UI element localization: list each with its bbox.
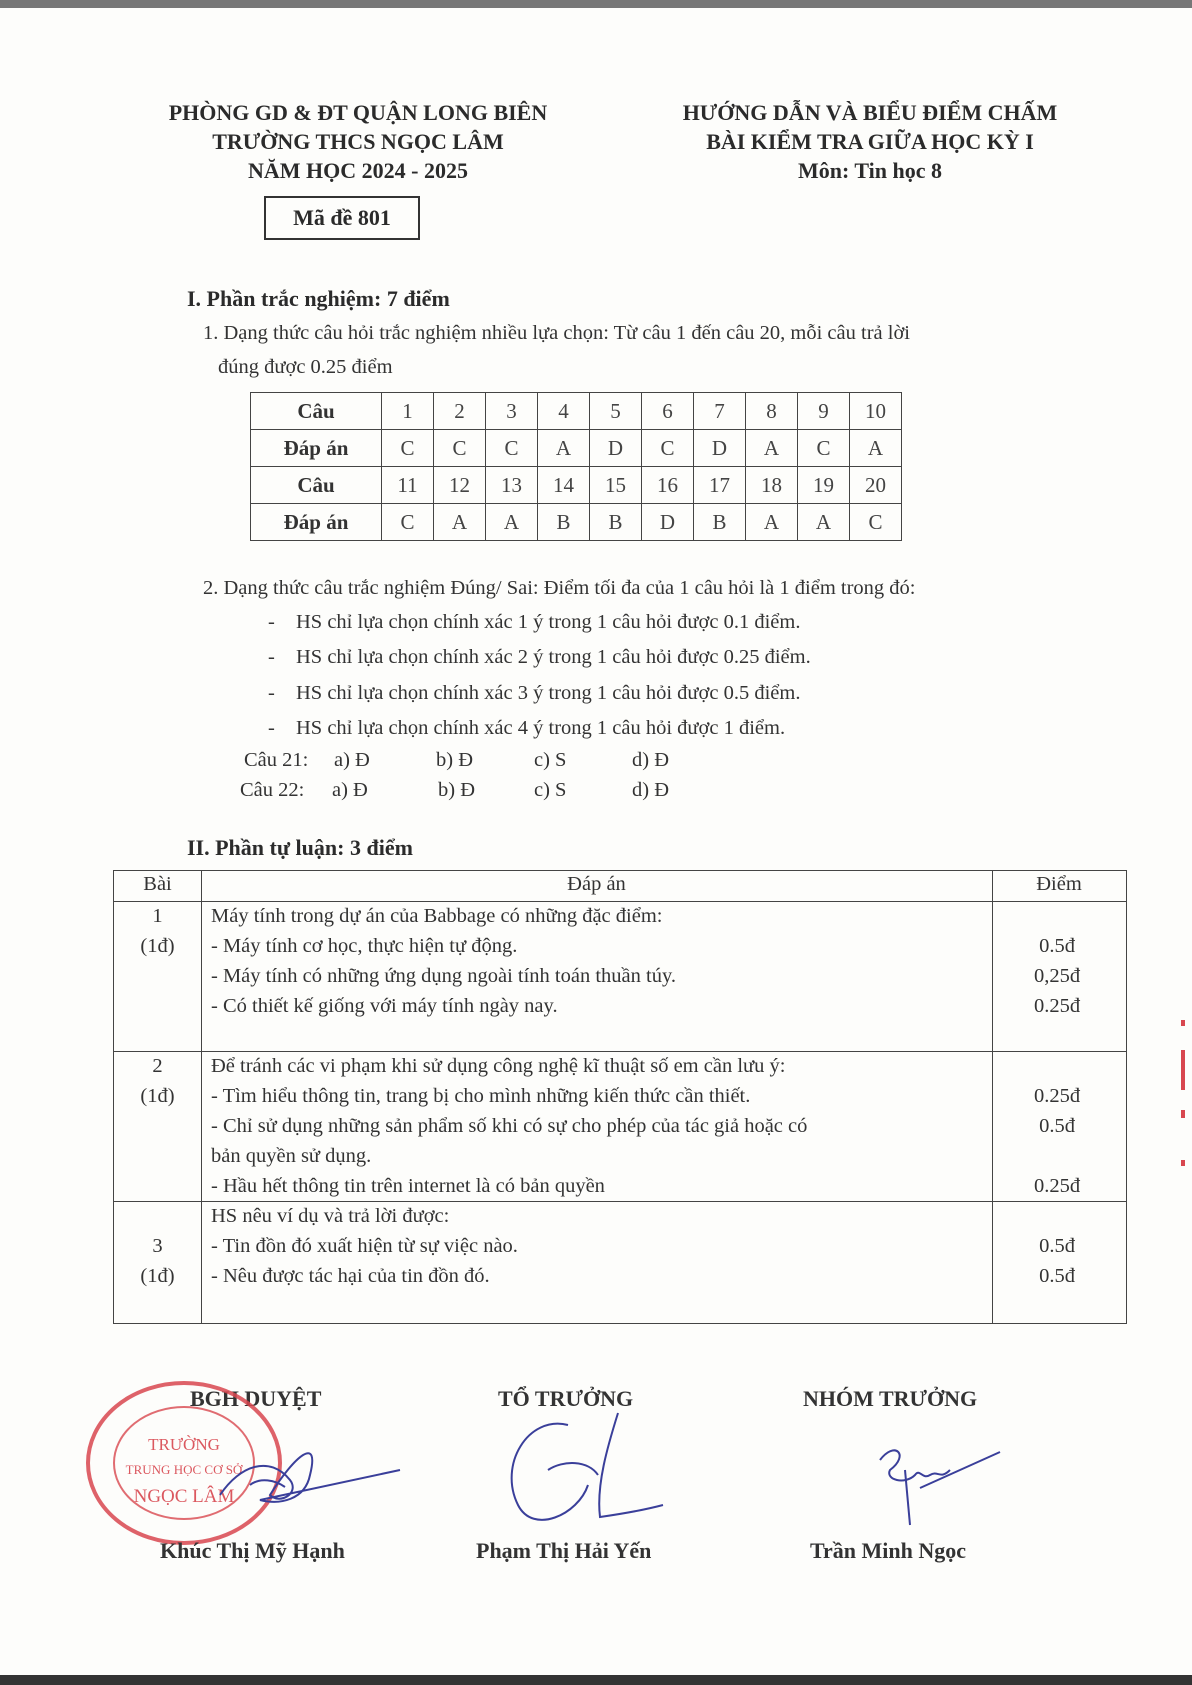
score: 0.25đ bbox=[1033, 1175, 1081, 1197]
answer-label: Đáp án bbox=[251, 430, 382, 467]
answer-a: a) Đ bbox=[332, 779, 368, 801]
school-year: NĂM HỌC 2024 - 2025 bbox=[248, 158, 468, 183]
signature-principal bbox=[200, 1425, 420, 1525]
question-points: (1đ) bbox=[140, 1265, 175, 1287]
question-points: (1đ) bbox=[140, 1085, 175, 1107]
signature-group-leader bbox=[860, 1430, 1010, 1530]
svg-text:NGỌC LÂM: NGỌC LÂM bbox=[133, 1486, 235, 1507]
question-number: 2 bbox=[434, 393, 486, 430]
question-ref: Câu 21: bbox=[244, 749, 309, 771]
answer-cell: D bbox=[590, 430, 642, 467]
question-number: 13 bbox=[486, 467, 538, 504]
score-column bbox=[992, 1055, 1126, 1195]
question-number: 15 bbox=[590, 467, 642, 504]
question-number: 10 bbox=[850, 393, 902, 430]
answer-cell: C bbox=[382, 504, 434, 541]
score: 0.5đ bbox=[1039, 1265, 1075, 1287]
scan-bottom-edge bbox=[0, 1675, 1192, 1685]
true-false-rule: - HS chỉ lựa chọn chính xác 3 ý trong 1 câu hỏi được 0.5 điểm. bbox=[268, 682, 801, 704]
answer-cell: C bbox=[382, 430, 434, 467]
question-number: 20 bbox=[850, 467, 902, 504]
question-points: (1đ) bbox=[140, 935, 175, 957]
answer-d: d) Đ bbox=[632, 779, 670, 801]
signature-title-department-head: TỔ TRƯỞNG bbox=[498, 1386, 634, 1411]
subject-name: Môn: Tin học 8 bbox=[797, 158, 943, 183]
question-label: Câu bbox=[251, 467, 382, 504]
answer-a: a) Đ bbox=[334, 749, 370, 771]
svg-text:TRUNG HỌC CƠ SỞ: TRUNG HỌC CƠ SỞ bbox=[125, 1462, 243, 1477]
table-row bbox=[251, 430, 902, 467]
header-bai: Bài bbox=[143, 873, 172, 895]
score: 0.5đ bbox=[1039, 1235, 1075, 1257]
answer-cell: A bbox=[850, 430, 902, 467]
department-name: PHÒNG GD & ĐT QUẬN LONG BIÊN bbox=[168, 100, 548, 125]
true-false-rule: - HS chỉ lựa chọn chính xác 1 ý trong 1 câu hỏi được 0.1 điểm. bbox=[268, 611, 801, 633]
svg-text:TRƯỜNG: TRƯỜNG bbox=[148, 1435, 220, 1454]
header-left bbox=[128, 98, 588, 185]
score: 0,25đ bbox=[1033, 965, 1081, 987]
row-divider bbox=[114, 1201, 1126, 1202]
row-divider bbox=[114, 1051, 1126, 1052]
question-number: 1 bbox=[152, 905, 163, 927]
part1-intro-line2: đúng được 0.25 điểm bbox=[218, 356, 393, 378]
question-number: 14 bbox=[538, 467, 590, 504]
part2-title: II. Phần tự luận: 3 điểm bbox=[187, 835, 413, 860]
answer-b: b) Đ bbox=[438, 779, 476, 801]
question-number: 19 bbox=[798, 467, 850, 504]
answer-cell: C bbox=[850, 504, 902, 541]
question-number: 16 bbox=[642, 467, 694, 504]
score: 0.25đ bbox=[1033, 1085, 1081, 1107]
exam-code-box: Mã đề 801 bbox=[264, 196, 420, 240]
answer-cell: D bbox=[694, 430, 746, 467]
answer-c: c) S bbox=[534, 749, 567, 771]
true-false-rule: - HS chỉ lựa chọn chính xác 4 ý trong 1 câu hỏi được 1 điểm. bbox=[268, 717, 786, 739]
header-right bbox=[640, 98, 1100, 185]
scan-top-edge bbox=[0, 0, 1192, 8]
question-number: 6 bbox=[642, 393, 694, 430]
question-number: 3 bbox=[152, 1235, 163, 1257]
essay-answer-table: Bài Đáp án Điểm 1 (1đ) Máy tính trong dự án của Babbage có những đặc điểm: - Máy tính cơ học, thực hiện tự động. - Máy tính có những ứng dụng ngoài tính toán thuần túy. - Có thiết kế giống với máy tính ngày nay. 0.5đ 0,25đ 0.25đ 2 (1đ) Để tránh các vi phạm khi sử dụng công nghệ kĩ thuật số em cần lưu ý: - Tìm hiểu thông tin, trang bị cho mình những kiến thức cần thiết. - Chỉ sử dụng những sản phẩm số khi có sự cho phép của tác giả hoặc có bản quyền sử dụng. - Hầu hết thông tin trên internet là có bản quyền 0.25đ 0.5đ 0.25đ 3 (1đ) HS nêu ví dụ và trả lời được: - Tin đồn đó xuất hiện từ sự việc nào. - Nêu được tác hại của tin đồn đó. 0.5đ 0.5đ bbox=[113, 870, 1127, 1324]
score: 0.5đ bbox=[1039, 1115, 1075, 1137]
answer-cell: A bbox=[434, 504, 486, 541]
question-number: 18 bbox=[746, 467, 798, 504]
question-number: 17 bbox=[694, 467, 746, 504]
edge-stamp-mark bbox=[1176, 1020, 1190, 1180]
answer-cell: C bbox=[798, 430, 850, 467]
question-number: 9 bbox=[798, 393, 850, 430]
signature-title-group-leader: NHÓM TRƯỞNG bbox=[803, 1386, 978, 1411]
question-number: 3 bbox=[486, 393, 538, 430]
question-number: 11 bbox=[382, 467, 434, 504]
school-name: TRƯỜNG THCS NGỌC LÂM bbox=[212, 129, 504, 154]
signature-department-head bbox=[488, 1405, 668, 1535]
signature-name-principal: Khúc Thị Mỹ Hạnh bbox=[160, 1538, 345, 1563]
answer-cell: C bbox=[486, 430, 538, 467]
question-number: 12 bbox=[434, 467, 486, 504]
answer-cell: B bbox=[538, 504, 590, 541]
score-column bbox=[992, 1205, 1126, 1305]
table-row bbox=[251, 393, 902, 430]
answer-label: Đáp án bbox=[251, 504, 382, 541]
answer-c: c) S bbox=[534, 779, 567, 801]
row-divider bbox=[114, 901, 1126, 902]
question-label: Câu bbox=[251, 393, 382, 430]
header-diem: Điểm bbox=[1036, 873, 1082, 895]
true-false-rule: - HS chỉ lựa chọn chính xác 2 ý trong 1 câu hỏi được 0.25 điểm. bbox=[268, 646, 811, 668]
answer-b: b) Đ bbox=[436, 749, 474, 771]
true-false-intro: 2. Dạng thức câu trắc nghiệm Đúng/ Sai: Điểm tối đa của 1 câu hỏi là 1 điểm trong đó: bbox=[203, 577, 916, 599]
answer-cell: D bbox=[642, 504, 694, 541]
signature-name-group-leader: Trần Minh Ngọc bbox=[810, 1538, 967, 1563]
question-number: 4 bbox=[538, 393, 590, 430]
score-column bbox=[992, 905, 1126, 1045]
header-dapan: Đáp án bbox=[567, 873, 626, 895]
answer-cell: A bbox=[746, 430, 798, 467]
answer-cell: A bbox=[798, 504, 850, 541]
question-number: 1 bbox=[382, 393, 434, 430]
part1-title: I. Phần trắc nghiệm: 7 điểm bbox=[187, 286, 450, 311]
answer-cell: A bbox=[538, 430, 590, 467]
answer-cell: A bbox=[746, 504, 798, 541]
multiple-choice-answer-table bbox=[250, 392, 902, 541]
signature-name-department-head: Phạm Thị Hải Yến bbox=[476, 1538, 652, 1563]
score: 0.5đ bbox=[1039, 935, 1075, 957]
table-row bbox=[251, 504, 902, 541]
document-title: HƯỚNG DẪN VÀ BIỂU ĐIỂM CHẤM bbox=[682, 100, 1058, 125]
question-ref: Câu 22: bbox=[240, 779, 305, 801]
question-number: 5 bbox=[590, 393, 642, 430]
column-divider bbox=[201, 871, 202, 1323]
signature-title-principal: BGH DUYỆT bbox=[190, 1386, 322, 1411]
question-number: 7 bbox=[694, 393, 746, 430]
answer-line-21 bbox=[244, 749, 744, 779]
exam-name: BÀI KIỂM TRA GIỮA HỌC KỲ I bbox=[706, 129, 1034, 154]
part1-intro-line1: 1. Dạng thức câu hỏi trắc nghiệm nhiều lựa chọn: Từ câu 1 đến câu 20, mỗi câu trả lời bbox=[203, 322, 910, 344]
answer-cell: B bbox=[590, 504, 642, 541]
question-number: 8 bbox=[746, 393, 798, 430]
question-number: 2 bbox=[152, 1055, 163, 1077]
score: 0.25đ bbox=[1033, 995, 1081, 1017]
table-row bbox=[251, 467, 902, 504]
answer-cell: C bbox=[434, 430, 486, 467]
answer-d: d) Đ bbox=[632, 749, 670, 771]
answer-cell: A bbox=[486, 504, 538, 541]
answer-line-22 bbox=[240, 779, 740, 809]
answer-cell: C bbox=[642, 430, 694, 467]
answer-cell: B bbox=[694, 504, 746, 541]
